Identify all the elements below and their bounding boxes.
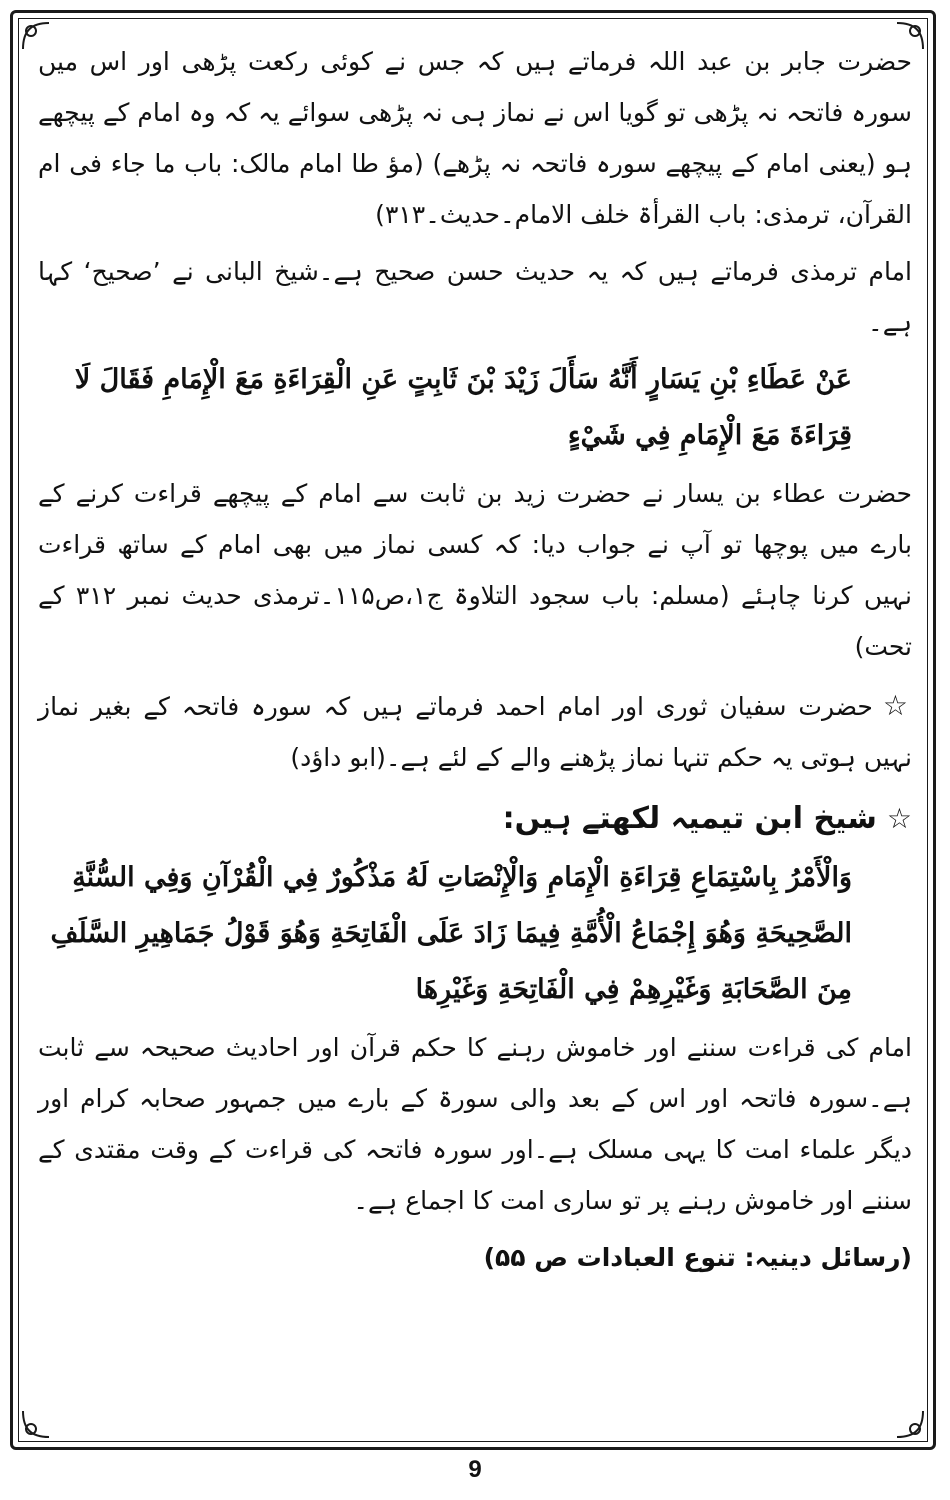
paragraph-tirmidhi-grade: امام ترمذی فرماتے ہیں کہ یہ حدیث حسن صحیح ہے۔شیخ البانی نے ’صحیح‘ کہا ہے۔ [38, 257, 912, 337]
star-icon: ☆ [882, 689, 913, 722]
page-content [38, 36, 912, 1426]
arabic-hadith-ata: عَنْ عَطَاءِ بْنِ يَسَارٍ أَنَّهُ سَأَلَ زَيْدَ بْنَ ثَابِتٍ عَنِ الْقِرَاءَةِ مَعَ الْإِمَامِ فَقَالَ لَا قِرَاءَةَ مَعَ الْإِمَامِ فِي شَيْءٍ [74, 364, 852, 451]
reference-rasail-diniyyah: (رسائل دینیہ: تنوع العبادات ص ۵۵) [483, 1243, 912, 1272]
page-number: 9 [468, 1456, 482, 1483]
star-icon: ☆ [886, 802, 912, 835]
paragraph-ibn-taymiyyah-translation: امام کی قراءت سننے اور خاموش رہنے کا حکم قرآن اور احادیث صحیحہ سے ثابت ہے۔سورہ فاتحہ اور اس کے بعد والی سورۃ کے بارے میں جمہور صحابہ کرام اور دیگر علماء امت کا یہی مسلک ہے۔اور سورہ فاتحہ کی قراءت کے وقت مقتدی کے سننے اور خاموش رہنے پر تو ساری امت کا اجماع ہے۔ [38, 1033, 912, 1215]
paragraph-ata-translation: حضرت عطاء بن یسار نے حضرت زید بن ثابت سے امام کے پیچھے قراءت کرنے کے بارے میں پوچھا تو آپ نے جواب دیا: کہ کسی نماز میں بھی امام کے ساتھ قراءت نہیں کرنا چاہئے (مسلم: باب سجود التلاوۃ ج۱،ص۱۱۵۔ترمذی حدیث نمبر ۳۱۲ کے تحت) [38, 479, 913, 661]
heading-ibn-taymiyyah [38, 793, 912, 844]
paragraph-sufyan-text: حضرت سفیان ثوری اور امام احمد فرماتے ہیں کہ سورہ فاتحہ کے بغیر نماز نہیں ہوتی یہ حکم تنہا نماز پڑھنے والے کے لئے ہے۔(ابو داؤد) [38, 692, 912, 772]
paragraph-jabir: حضرت جابر بن عبد اللہ فرماتے ہیں کہ جس نے کوئی رکعت پڑھی اور اس میں سورہ فاتحہ نہ پڑھی تو گویا اس نے نماز ہی نہ پڑھی سوائے یہ کہ وہ امام کے پیچھے ہو (یعنی امام کے پیچھے سورہ فاتحہ نہ پڑھے) (مؤ طا امام مالک: باب ما جاء فی ام القرآن، ترمذی: باب القرأۃ خلف الامام۔حدیث۔۳۱۳) [38, 47, 912, 229]
paragraph-sufyan-ahmad [38, 680, 912, 783]
arabic-quote-ibn-taymiyyah: وَالْأَمْرُ بِاسْتِمَاعِ قِرَاءَةِ الْإِمَامِ وَالْإِنْصَاتِ لَهُ مَذْكُورٌ فِي الْقُرْآنِ وَفِي السُّنَّةِ الصَّحِيحَةِ وَهُوَ إِجْمَاعُ الْأُمَّةِ فِيمَا زَادَ عَلَى الْفَاتِحَةِ وَهُوَ قَوْلُ جَمَاهِيرِ السَّلَفِ مِنَ الصَّحَابَةِ وَغَيْرِهِمْ فِي الْفَاتِحَةِ وَغَيْرِهَا [50, 862, 852, 1005]
heading-ibn-taymiyyah-text: شیخ ابن تیمیہ لکھتے ہیں: [502, 801, 877, 836]
